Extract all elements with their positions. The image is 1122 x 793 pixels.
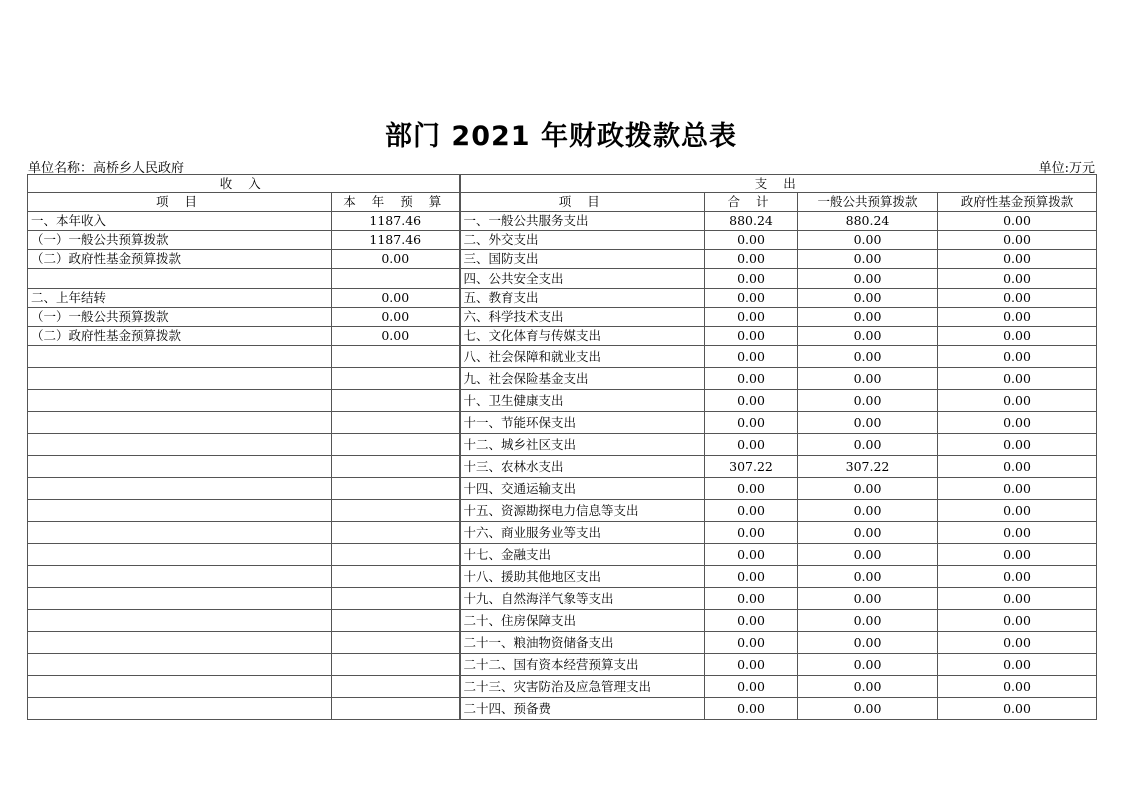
expense-fund-cell: 0.00 [938,588,1097,610]
expense-total-cell: 0.00 [705,566,798,588]
income-item-cell: 一、本年收入 [28,212,332,231]
income-item-cell: （二）政府性基金预算拨款 [28,250,332,269]
expense-item-cell: 二十、住房保障支出 [460,610,705,632]
expense-general-cell: 0.00 [798,289,938,308]
table-row [28,346,1097,368]
expense-fund-cell: 0.00 [938,456,1097,478]
expense-general-cell: 0.00 [798,478,938,500]
expense-general-cell: 0.00 [798,390,938,412]
expense-fund-cell: 0.00 [938,522,1097,544]
expense-item-cell: 二十二、国有资本经营预算支出 [460,654,705,676]
income-budget-cell [332,522,460,544]
expense-general-cell: 0.00 [798,698,938,720]
expense-general-cell: 0.00 [798,522,938,544]
expense-item-header: 项 目 [460,193,705,212]
total-header: 合 计 [705,193,798,212]
expense-total-cell: 0.00 [705,610,798,632]
expense-total-cell: 880.24 [705,212,798,231]
income-item-cell: （一）一般公共预算拨款 [28,231,332,250]
income-budget-cell [332,632,460,654]
income-item-cell [28,544,332,566]
expense-general-cell: 0.00 [798,308,938,327]
expense-total-cell: 0.00 [705,698,798,720]
expense-fund-cell: 0.00 [938,250,1097,269]
income-budget-cell: 1187.46 [332,231,460,250]
expense-fund-cell: 0.00 [938,269,1097,289]
expense-total-cell: 0.00 [705,390,798,412]
income-budget-cell: 1187.46 [332,212,460,231]
income-budget-cell: 0.00 [332,327,460,346]
expense-total-cell: 0.00 [705,654,798,676]
expense-general-cell: 0.00 [798,610,938,632]
expense-general-cell: 0.00 [798,676,938,698]
expense-fund-cell: 0.00 [938,500,1097,522]
expense-general-cell: 0.00 [798,500,938,522]
expense-item-cell: 十四、交通运输支出 [460,478,705,500]
expense-item-cell: 十七、金融支出 [460,544,705,566]
expense-fund-cell: 0.00 [938,231,1097,250]
expense-item-cell: 二十三、灾害防治及应急管理支出 [460,676,705,698]
table-row [28,308,1097,327]
expense-fund-cell: 0.00 [938,566,1097,588]
income-budget-cell: 0.00 [332,308,460,327]
table-row [28,654,1097,676]
table-row [28,456,1097,478]
expense-item-cell: 十一、节能环保支出 [460,412,705,434]
income-item-cell [28,522,332,544]
expense-item-cell: 九、社会保险基金支出 [460,368,705,390]
expense-item-cell: 十、卫生健康支出 [460,390,705,412]
expense-fund-cell: 0.00 [938,368,1097,390]
table-row [28,522,1097,544]
appropriation-table [27,174,1097,720]
expense-item-cell: 二十一、粮油物资储备支出 [460,632,705,654]
general-budget-header: 一般公共预算拨款 [798,193,938,212]
table-row [28,212,1097,231]
expense-item-cell: 四、公共安全支出 [460,269,705,289]
expense-item-cell: 二、外交支出 [460,231,705,250]
income-item-cell [28,269,332,289]
income-item-cell: 二、上年结转 [28,289,332,308]
income-budget-cell [332,412,460,434]
expense-total-cell: 0.00 [705,308,798,327]
expense-general-cell: 880.24 [798,212,938,231]
expense-total-cell: 0.00 [705,588,798,610]
income-budget-cell: 0.00 [332,289,460,308]
fund-budget-header: 政府性基金预算拨款 [938,193,1097,212]
income-budget-cell [332,698,460,720]
income-item-cell [28,632,332,654]
table-row [28,588,1097,610]
expense-fund-cell: 0.00 [938,610,1097,632]
table-row [28,434,1097,456]
income-section-header: 收 入 [28,175,460,193]
expense-item-cell: 七、文化体育与传媒支出 [460,327,705,346]
expense-total-cell: 0.00 [705,500,798,522]
expense-total-cell: 0.00 [705,478,798,500]
page-title: 部门 2021 年财政拨款总表 [385,121,737,152]
expense-total-cell: 0.00 [705,412,798,434]
expense-item-cell: 十六、商业服务业等支出 [460,522,705,544]
income-item-cell: （二）政府性基金预算拨款 [28,327,332,346]
income-budget-cell [332,269,460,289]
income-item-cell [28,500,332,522]
expense-fund-cell: 0.00 [938,434,1097,456]
income-budget-cell [332,500,460,522]
expense-general-cell: 0.00 [798,544,938,566]
expense-total-cell: 0.00 [705,368,798,390]
expense-item-cell: 五、教育支出 [460,289,705,308]
expense-total-cell: 0.00 [705,544,798,566]
income-budget-cell [332,610,460,632]
table-row [28,250,1097,269]
income-item-cell [28,610,332,632]
table-body [28,212,1097,720]
expense-general-cell: 0.00 [798,231,938,250]
expense-general-cell: 0.00 [798,327,938,346]
table-row [28,610,1097,632]
expense-fund-cell: 0.00 [938,412,1097,434]
income-item-cell [28,676,332,698]
table-row [28,544,1097,566]
expense-item-cell: 八、社会保障和就业支出 [460,346,705,368]
expense-fund-cell: 0.00 [938,478,1097,500]
income-budget-cell [332,368,460,390]
table-row [28,231,1097,250]
income-budget-cell [332,588,460,610]
table-row [28,478,1097,500]
expense-item-cell: 十八、援助其他地区支出 [460,566,705,588]
expense-item-cell: 六、科学技术支出 [460,308,705,327]
expense-total-cell: 0.00 [705,632,798,654]
expense-total-cell: 307.22 [705,456,798,478]
expense-total-cell: 0.00 [705,327,798,346]
table-row [28,368,1097,390]
expense-fund-cell: 0.00 [938,308,1097,327]
expense-item-cell: 十五、资源勘探电力信息等支出 [460,500,705,522]
expense-item-cell: 三、国防支出 [460,250,705,269]
income-budget-cell: 0.00 [332,250,460,269]
expense-general-cell: 0.00 [798,250,938,269]
expense-general-cell: 0.00 [798,412,938,434]
income-budget-cell [332,346,460,368]
expense-general-cell: 0.00 [798,346,938,368]
expense-general-cell: 0.00 [798,434,938,456]
table-row [28,327,1097,346]
income-item-cell: （一）一般公共预算拨款 [28,308,332,327]
table-row [28,412,1097,434]
income-item-cell [28,698,332,720]
expense-fund-cell: 0.00 [938,698,1097,720]
income-item-cell [28,654,332,676]
income-item-cell [28,566,332,588]
expense-total-cell: 0.00 [705,269,798,289]
currency-unit-label: 单位:万元 [1038,161,1095,176]
expense-total-cell: 0.00 [705,434,798,456]
income-budget-cell [332,654,460,676]
income-item-cell [28,478,332,500]
table-row [28,698,1097,720]
table-row [28,269,1097,289]
expense-item-cell: 二十四、预备费 [460,698,705,720]
table-row [28,289,1097,308]
expense-general-cell: 0.00 [798,368,938,390]
income-budget-cell [332,434,460,456]
expense-fund-cell: 0.00 [938,632,1097,654]
expense-total-cell: 0.00 [705,522,798,544]
expense-fund-cell: 0.00 [938,327,1097,346]
income-item-cell [28,456,332,478]
income-item-cell [28,390,332,412]
expense-total-cell: 0.00 [705,346,798,368]
income-budget-cell [332,478,460,500]
expense-general-cell: 0.00 [798,588,938,610]
table-row [28,500,1097,522]
expense-fund-cell: 0.00 [938,212,1097,231]
table-row [28,676,1097,698]
income-item-cell [28,368,332,390]
expense-item-cell: 十九、自然海洋气象等支出 [460,588,705,610]
expense-general-cell: 0.00 [798,632,938,654]
expense-general-cell: 0.00 [798,269,938,289]
expense-fund-cell: 0.00 [938,654,1097,676]
income-item-cell [28,346,332,368]
income-budget-cell [332,456,460,478]
unit-name-label: 单位名称：高桥乡人民政府 [28,161,185,176]
table-row [28,632,1097,654]
expense-general-cell: 0.00 [798,566,938,588]
income-budget-cell [332,390,460,412]
income-budget-cell [332,566,460,588]
expense-total-cell: 0.00 [705,676,798,698]
income-item-cell [28,434,332,456]
expense-fund-cell: 0.00 [938,346,1097,368]
expense-item-cell: 一、一般公共服务支出 [460,212,705,231]
expense-general-cell: 0.00 [798,654,938,676]
income-item-cell [28,412,332,434]
expense-fund-cell: 0.00 [938,544,1097,566]
expense-total-cell: 0.00 [705,250,798,269]
budget-header: 本 年 预 算 [332,193,460,212]
table-row [28,566,1097,588]
income-item-cell [28,588,332,610]
expense-total-cell: 0.00 [705,289,798,308]
expense-fund-cell: 0.00 [938,390,1097,412]
expense-fund-cell: 0.00 [938,676,1097,698]
table-row [28,390,1097,412]
expense-total-cell: 0.00 [705,231,798,250]
income-item-header: 项 目 [28,193,332,212]
expense-fund-cell: 0.00 [938,289,1097,308]
income-budget-cell [332,544,460,566]
expense-section-header: 支 出 [460,175,1097,193]
expense-general-cell: 307.22 [798,456,938,478]
expense-item-cell: 十三、农林水支出 [460,456,705,478]
income-budget-cell [332,676,460,698]
expense-item-cell: 十二、城乡社区支出 [460,434,705,456]
